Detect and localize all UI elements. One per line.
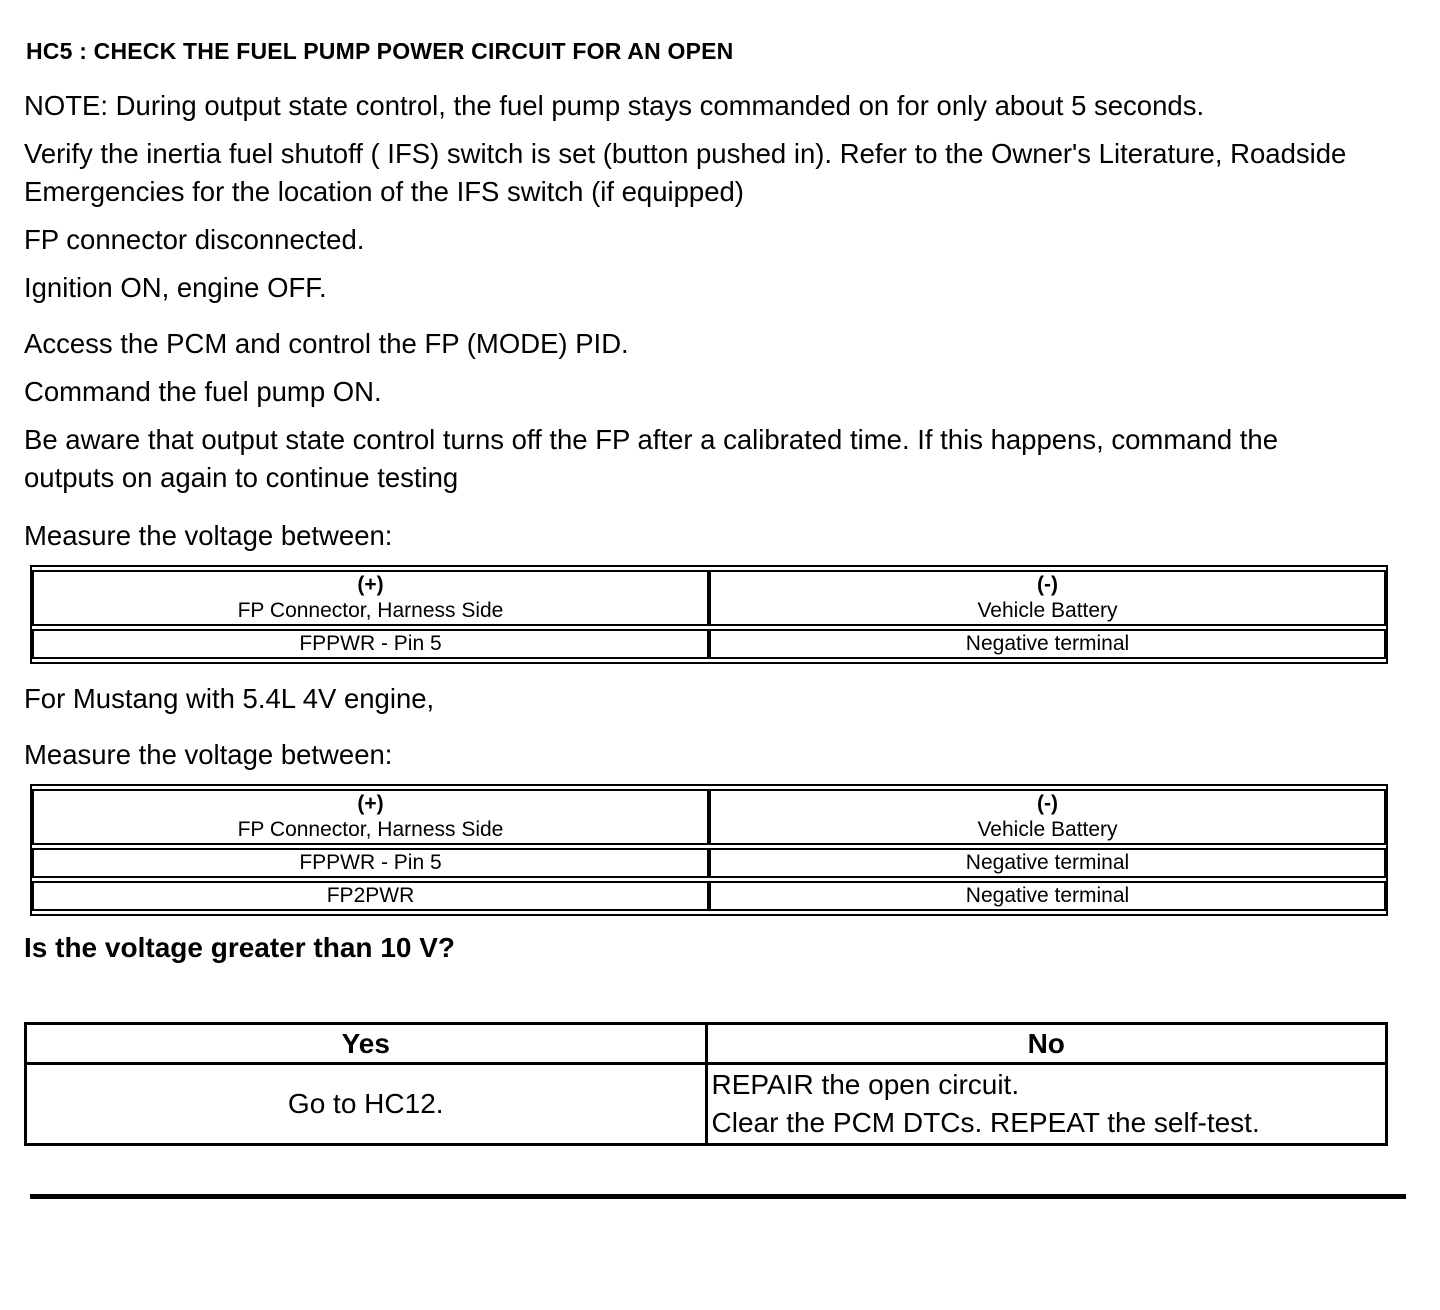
positive-header-cell [32, 570, 709, 626]
fp-connector-text: FP connector disconnected. [24, 224, 365, 255]
table-header-row [32, 789, 1386, 845]
positive-label: FP Connector, Harness Side [237, 818, 504, 841]
ignition-text: Ignition ON, engine OFF. [24, 272, 327, 303]
measure-point-cell: FPPWR - Pin 5 [32, 848, 709, 878]
negative-sign: (-) [1037, 792, 1058, 815]
verify-ifs-text: Verify the inertia fuel shutoff ( IFS) switch is set (button pushed in). Refer to the Owner's Literature, Roadside Emergencies for the location of the IFS switch (if equipped) [24, 138, 1347, 207]
step-title: HC5 : CHECK THE FUEL PUMP POWER CIRCUIT FOR AN OPEN [26, 38, 734, 64]
negative-label: Vehicle Battery [977, 599, 1118, 622]
voltage-measure-table-1 [30, 565, 1388, 664]
table-row [32, 881, 1386, 911]
measure-point-cell: Negative terminal [709, 848, 1386, 878]
mustang-engine-text: For Mustang with 5.4L 4V engine, [24, 683, 435, 714]
negative-label: Vehicle Battery [977, 818, 1118, 841]
negative-header-cell [709, 789, 1386, 845]
voltage-question: Is the voltage greater than 10 V? [24, 932, 456, 963]
measure-voltage-text-1: Measure the voltage between: [24, 520, 393, 551]
section-divider [30, 1194, 1406, 1199]
decision-header-row [26, 1024, 1387, 1064]
no-action-line: REPAIR the open circuit. [711, 1069, 1020, 1100]
table-header-row [32, 570, 1386, 626]
table-row [32, 629, 1386, 659]
measure-point-cell: Negative terminal [709, 881, 1386, 911]
access-pcm-text: Access the PCM and control the FP (MODE) PID. [24, 328, 629, 359]
command-on-text: Command the fuel pump ON. [24, 376, 382, 407]
no-action [706, 1064, 1387, 1145]
yes-header: Yes [26, 1024, 707, 1064]
measure-point-cell: FP2PWR [32, 881, 709, 911]
no-action-line: Clear the PCM DTCs. REPEAT the self-test. [711, 1107, 1260, 1138]
be-aware-text: Be aware that output state control turns off the FP after a calibrated time. If this happens, command the outputs on again to continue testing [24, 424, 1278, 493]
measure-voltage-text-2: Measure the voltage between: [24, 739, 393, 770]
no-header: No [706, 1024, 1387, 1064]
measure-point-cell: FPPWR - Pin 5 [32, 629, 709, 659]
decision-table [24, 1022, 1388, 1146]
decision-body-row [26, 1064, 1387, 1145]
negative-header-cell [709, 570, 1386, 626]
positive-sign: (+) [357, 573, 384, 596]
note-text: NOTE: During output state control, the fuel pump stays commanded on for only about 5 seconds. [24, 90, 1205, 121]
negative-sign: (-) [1037, 573, 1058, 596]
yes-action: Go to HC12. [26, 1064, 707, 1145]
table-row [32, 848, 1386, 878]
positive-label: FP Connector, Harness Side [237, 599, 504, 622]
positive-header-cell [32, 789, 709, 845]
voltage-measure-table-2 [30, 784, 1388, 916]
positive-sign: (+) [357, 792, 384, 815]
measure-point-cell: Negative terminal [709, 629, 1386, 659]
